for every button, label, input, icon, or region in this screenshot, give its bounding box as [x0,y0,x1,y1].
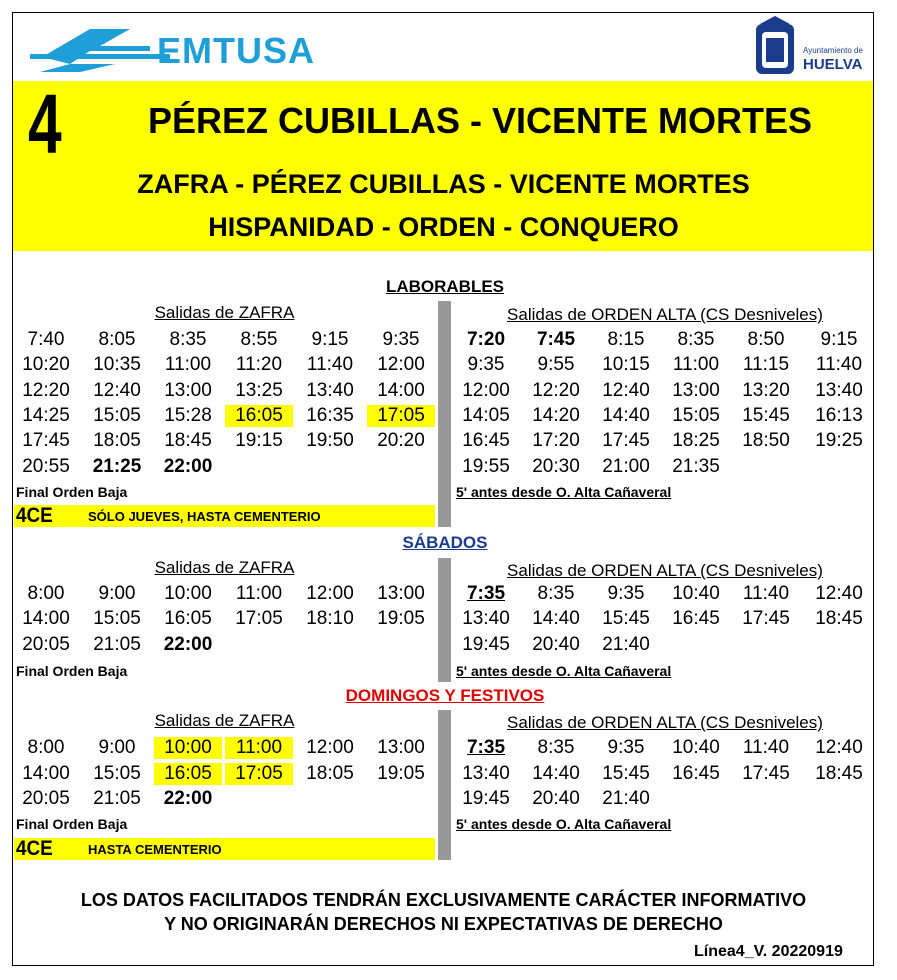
route-title: PÉREZ CUBILLAS - VICENTE MORTES [147,100,813,141]
right-departure-time: 12:00 [462,379,510,401]
left-column-header: Salidas de ZAFRA [154,558,295,577]
right-departure-time: 18:50 [742,430,790,452]
left-departure-time: 19:15 [235,430,283,452]
column-divider [438,301,451,527]
right-departure-time: 13:40 [462,608,510,630]
right-departure-time: 16:45 [672,608,720,630]
left-departure-time: 9:00 [98,737,136,758]
left-departure-time: 11:20 [235,354,283,376]
left-departure-time: 11:00 [235,583,283,604]
right-departure-time: 13:40 [462,762,510,784]
left-departure-time: 13:40 [306,379,354,401]
disclaimer-line-2: Y NO ORIGINARÁN DERECHOS NI EXPECTATIVAS DE DERECHO [164,914,723,934]
right-departure-time: 9:35 [607,737,645,758]
right-departure-time: 7:35 [466,737,506,758]
left-departure-time: 21:25 [92,455,142,477]
right-departure-time: 21:40 [602,633,650,655]
right-departure-time: 12:20 [532,379,580,401]
left-departure-time: 20:05 [22,633,70,655]
right-departure-time: 17:45 [742,608,790,630]
left-departure-time: 8:35 [169,329,207,350]
column-divider [438,710,451,860]
left-departure-time: 13:00 [377,737,425,758]
city-hall-label: Ayuntamiento de [803,46,863,55]
right-departure-time: 12:40 [815,583,863,604]
left-departure-time: 11:40 [306,354,354,376]
section-title-laborables: LABORABLES [385,277,505,296]
right-departure-time: 10:15 [602,354,650,376]
right-departure-time: 13:40 [815,379,863,401]
left-departure-time: 14:00 [22,762,70,784]
right-departure-time: 10:40 [672,583,720,604]
right-departure-time: 14:05 [462,404,510,426]
left-departure-time: 20:20 [377,430,425,452]
right-departure-time: 14:20 [532,404,580,426]
right-column-header: Salidas de ORDEN ALTA (CS Desniveles) [507,305,823,324]
right-departure-time: 21:40 [602,788,650,809]
right-departure-time: 14:40 [602,404,650,426]
left-departure-time: 17:05 [235,608,283,630]
left-departure-time: 21:05 [93,788,141,809]
right-departure-time: 13:00 [672,379,720,401]
right-departure-time: 15:45 [602,608,650,630]
left-departure-time: 17:05 [367,405,435,427]
left-departure-time: 14:00 [22,608,70,630]
left-departure-time: 20:05 [22,788,70,809]
right-departure-time: 20:40 [532,633,580,655]
right-departure-time: 7:20 [466,329,506,350]
right-departure-time: 19:45 [462,633,510,655]
column-divider [438,558,451,682]
right-departure-time: 17:45 [742,762,790,784]
left-departure-time: 21:05 [93,633,141,655]
left-departure-time: 16:05 [225,405,293,427]
route-stops-2: HISPANIDAD - ORDEN - CONQUERO [208,212,679,242]
right-departure-time: 11:00 [672,354,720,376]
left-departure-time: 8:00 [27,583,65,604]
left-departure-time: 19:50 [306,430,354,452]
right-departure-time: 11:40 [742,583,790,604]
left-departure-time: 15:05 [93,608,141,630]
right-departure-time: 9:35 [607,583,645,604]
right-departure-time: 12:40 [602,379,650,401]
right-departure-time: 11:15 [742,354,790,376]
right-departure-time: 10:40 [672,737,720,758]
left-footnote: Final Orden Baja [16,663,128,679]
left-departure-time: 9:35 [382,329,420,350]
left-departure-time: 11:00 [164,354,212,376]
right-departure-time: 20:30 [532,455,580,477]
left-departure-time: 19:05 [377,762,425,784]
left-departure-time: 10:00 [154,737,222,759]
right-departure-time: 9:15 [820,329,858,350]
left-departure-time: 8:05 [98,329,136,350]
disclaimer-line-1: LOS DATOS FACILITADOS TENDRÁN EXCLUSIVAMENTE CARÁCTER INFORMATIVO [80,890,807,910]
left-departure-time: 18:45 [164,430,212,452]
left-departure-time: 13:00 [164,379,212,401]
right-footnote: 5' antes desde O. Alta Cañaveral [456,484,672,500]
route-stops-1: ZAFRA - PÉREZ CUBILLAS - VICENTE MORTES [137,169,750,199]
right-departure-time: 19:25 [815,430,863,452]
left-departure-time: 13:00 [377,583,425,604]
left-departure-time: 18:10 [306,608,354,630]
left-departure-time: 22:00 [163,788,213,809]
left-departure-time: 22:00 [163,633,213,655]
right-departure-time: 16:13 [815,404,863,426]
right-departure-time: 8:15 [607,329,645,350]
left-departure-time: 10:35 [93,354,141,376]
left-departure-time: 12:00 [306,583,354,604]
section-title-domingos: DOMINGOS Y FESTIVOS [345,686,545,705]
cementerio-line-code: 4CE [16,504,53,527]
left-departure-time: 22:00 [163,455,213,477]
left-departure-time: 7:40 [27,329,65,350]
left-departure-time: 8:00 [27,737,65,758]
right-departure-time: 7:45 [536,329,576,350]
left-departure-time: 12:20 [22,379,70,401]
left-departure-time: 16:05 [154,763,222,785]
right-column-header: Salidas de ORDEN ALTA (CS Desniveles) [507,561,823,580]
left-departure-time: 16:35 [306,404,354,426]
left-departure-time: 15:28 [164,404,212,426]
right-departure-time: 11:40 [742,737,790,758]
city-name: HUELVA [803,56,863,73]
left-departure-time: 12:40 [93,379,141,401]
right-footnote: 5' antes desde O. Alta Cañaveral [456,663,672,679]
right-departure-time: 18:45 [815,762,863,784]
left-departure-time: 15:05 [93,404,141,426]
left-footnote: Final Orden Baja [16,484,128,500]
cementerio-service-text: HASTA CEMENTERIO [88,842,222,857]
left-departure-time: 10:00 [164,583,212,604]
right-departure-time: 21:35 [672,455,720,477]
right-departure-time: 8:50 [747,329,785,350]
left-departure-time: 20:55 [22,455,70,477]
cementerio-service-text: SÓLO JUEVES, HASTA CEMENTERIO [88,509,321,524]
left-departure-time: 14:00 [377,379,425,401]
left-departure-time: 13:25 [235,379,283,401]
right-departure-time: 8:35 [537,583,575,604]
left-departure-time: 18:05 [93,430,141,452]
left-footnote: Final Orden Baja [16,816,128,832]
right-departure-time: 16:45 [462,430,510,452]
right-departure-time: 17:45 [602,430,650,452]
line-number: 4 [28,77,62,171]
right-departure-time: 9:35 [467,354,505,376]
right-departure-time: 7:35 [466,583,506,604]
right-departure-time: 20:40 [532,788,580,809]
right-column-header: Salidas de ORDEN ALTA (CS Desniveles) [507,713,823,732]
right-footnote: 5' antes desde O. Alta Cañaveral [456,816,672,832]
right-departure-time: 19:45 [462,788,510,809]
version-label: Línea4_V. 20220919 [694,943,843,960]
right-departure-time: 12:40 [815,737,863,758]
right-departure-time: 15:05 [672,404,720,426]
left-departure-time: 9:15 [311,329,349,350]
left-departure-time: 12:00 [306,737,354,758]
right-departure-time: 19:55 [462,455,510,477]
right-departure-time: 21:00 [602,455,650,477]
left-departure-time: 9:00 [98,583,136,604]
left-departure-time: 12:00 [377,354,425,376]
left-departure-time: 10:20 [22,354,70,376]
left-departure-time: 15:05 [93,762,141,784]
right-departure-time: 8:35 [537,737,575,758]
left-column-header: Salidas de ZAFRA [154,303,295,322]
left-column-header: Salidas de ZAFRA [154,711,295,730]
right-departure-time: 16:45 [672,762,720,784]
right-departure-time: 14:40 [532,762,580,784]
right-departure-time: 9:55 [537,354,575,376]
left-departure-time: 19:05 [377,608,425,630]
right-departure-time: 14:40 [532,608,580,630]
right-departure-time: 18:25 [672,430,720,452]
right-departure-time: 17:20 [532,430,580,452]
right-departure-time: 15:45 [742,404,790,426]
section-title-sabados: SÁBADOS [402,533,488,552]
left-departure-time: 18:05 [306,762,354,784]
left-departure-time: 8:55 [240,329,278,350]
left-departure-time: 11:00 [225,737,293,759]
left-departure-time: 16:05 [164,608,212,630]
left-departure-time: 17:05 [225,763,293,785]
right-departure-time: 11:40 [815,354,863,376]
cementerio-service-bar [14,838,435,860]
right-departure-time: 13:20 [742,379,790,401]
right-departure-time: 15:45 [602,762,650,784]
right-departure-time: 8:35 [677,329,715,350]
cementerio-line-code: 4CE [16,837,53,860]
brand-name: EMTUSA [157,30,315,71]
left-departure-time: 14:25 [22,404,70,426]
right-departure-time: 18:45 [815,608,863,630]
left-departure-time: 17:45 [22,430,70,452]
